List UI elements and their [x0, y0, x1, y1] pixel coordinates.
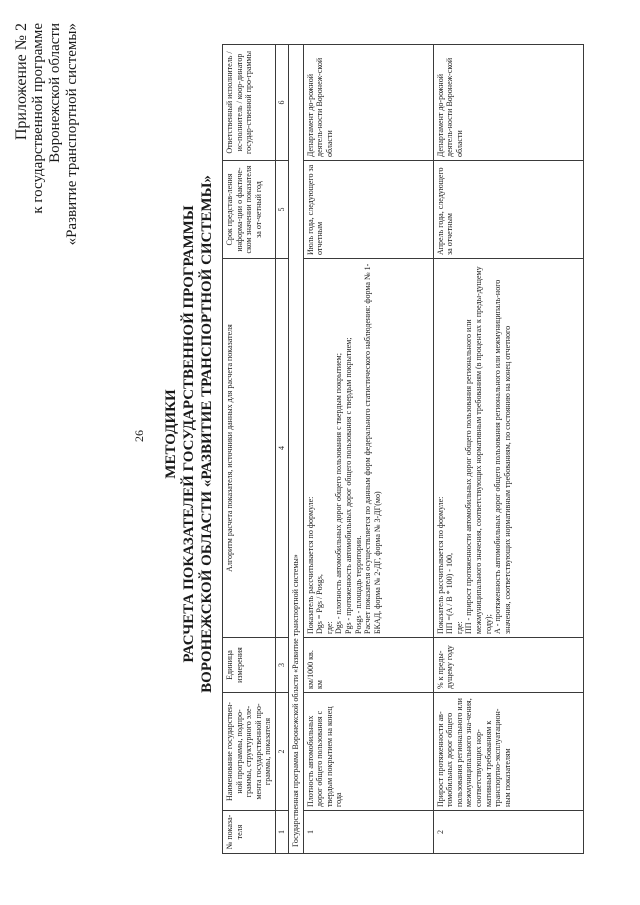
rotated-document-page — [1, 1, 638, 904]
algorithm-line: ПП =(A / B * 100) - 100, — [445, 553, 455, 634]
header-cell: Ответственный исполнитель / ис-полнитель / коор-динатор государ-ственной про-граммы — [223, 45, 276, 161]
section-row — [288, 45, 303, 854]
appendix-number: Приложение № 2 — [13, 23, 30, 141]
column-number: 2 — [275, 693, 288, 811]
section-title: Государственная программа Воронежской области «Развитие транспортной системы» — [288, 45, 303, 854]
algorithm-line: Показатель рассчитывается по формуле: — [435, 496, 445, 634]
algorithm-line: где: — [324, 621, 334, 634]
indicator-responsible: Департамент до-рожной деятель-ности Воронеж-ской области — [303, 45, 433, 161]
algorithm-line: Расчет показателя осуществляется по данным форм федерального статистического наблюдения: форма № 1-БКАД, форма № 2-ДГ, форма № 3-ДГ(мо) — [363, 263, 382, 634]
indicator-deadline: Июль года, следующего за отчетным — [303, 161, 433, 259]
title-line: ВОРОНЕЖСКОЙ ОБЛАСТИ «РАЗВИТИЕ ТРАНСПОРТНОЙ СИСТЕМЫ» — [199, 175, 215, 693]
appendix-line: Воронежской области — [47, 23, 63, 163]
column-number: 6 — [275, 45, 288, 161]
header-cell: Алгоритм расчета показателя, источники данных для расчета показателя — [223, 259, 276, 638]
indicator-algorithm — [303, 259, 433, 638]
title-line: РАСЧЕТА ПОКАЗАТЕЛЕЙ ГОСУДАРСТВЕННОЙ ПРОГРАММЫ — [181, 205, 197, 663]
algorithm-line: Posgs - площадь территории. — [353, 535, 363, 634]
algorithm-line: где: — [454, 621, 464, 634]
page-number: 26 — [132, 430, 146, 442]
column-number: 3 — [275, 638, 288, 693]
indicator-name: Плотность автомобильных дорог общего пользования с твердым покрытием на конец года — [303, 693, 433, 811]
appendix-line: «Развитие транспортной системы» — [64, 23, 80, 246]
algorithm-line: Показатель рассчитывается по формуле: — [305, 496, 315, 634]
indicator-deadline: Апрель года, следующего за отчетным — [433, 161, 583, 259]
indicator-number: 1 — [303, 811, 433, 854]
indicator-unit: км/1000 кв. км — [303, 638, 433, 693]
header-cell: Единица измерения — [223, 638, 276, 693]
column-number: 1 — [275, 811, 288, 854]
appendix-heading — [13, 23, 81, 245]
algorithm-line: А - протяженность автомобильных дорог общего пользования регионального или межмуниципаль-ного значения, соответствующих нормативным требованиям, по состоянию на конец отчетного — [493, 279, 512, 634]
table-header-row — [223, 45, 276, 854]
indicator-number: 2 — [433, 811, 583, 854]
algorithm-line: Dgs - плотность автомобильных дорог общего пользования с твердым покрытием; — [334, 353, 344, 634]
header-cell: № показа-теля — [223, 811, 276, 854]
document-title — [162, 154, 216, 714]
indicator-unit: % к преды-дущему году — [433, 638, 583, 693]
algorithm-line: Pgs - протяженность автомобильных дорог общего пользования с твердым покрытием; — [343, 337, 353, 634]
column-number-row — [275, 45, 288, 854]
header-cell: Наименование государствен-ной программы, подпро-граммы, структурного эле-мента государственной про-граммы, показателя — [223, 693, 276, 811]
indicator-responsible: Департамент до-рожной деятель-ности Воронеж-ской области — [433, 45, 583, 161]
indicator-name: Прирост протяженности ав-томобильных дорог общего пользования регионального или межмуниципального зна-чения, соответствующих нор-мативным требованиям к транспортно-эксплуатацион-ным показателям — [433, 693, 583, 811]
header-cell: Срок представ-ления информа-ции о фактиче-ском значении показателя за от-четный год — [223, 161, 276, 259]
indicator-algorithm — [433, 259, 583, 638]
algorithm-line: ПП - прирост протяженности автомобильных дорог общего пользования регионального или межмуниципального значения, соответствующих нормативным требованиям (в процентах к преды-дущему году); — [464, 266, 493, 634]
table-row — [303, 45, 433, 854]
appendix-line: к государственной программе — [30, 23, 46, 214]
methodology-table — [222, 44, 584, 854]
column-number: 4 — [275, 259, 288, 638]
title-line: МЕТОДИКИ — [163, 389, 179, 479]
algorithm-line: Dgs = Pgs / Posgs, — [315, 574, 325, 634]
column-number: 5 — [275, 161, 288, 259]
table-row — [433, 45, 583, 854]
